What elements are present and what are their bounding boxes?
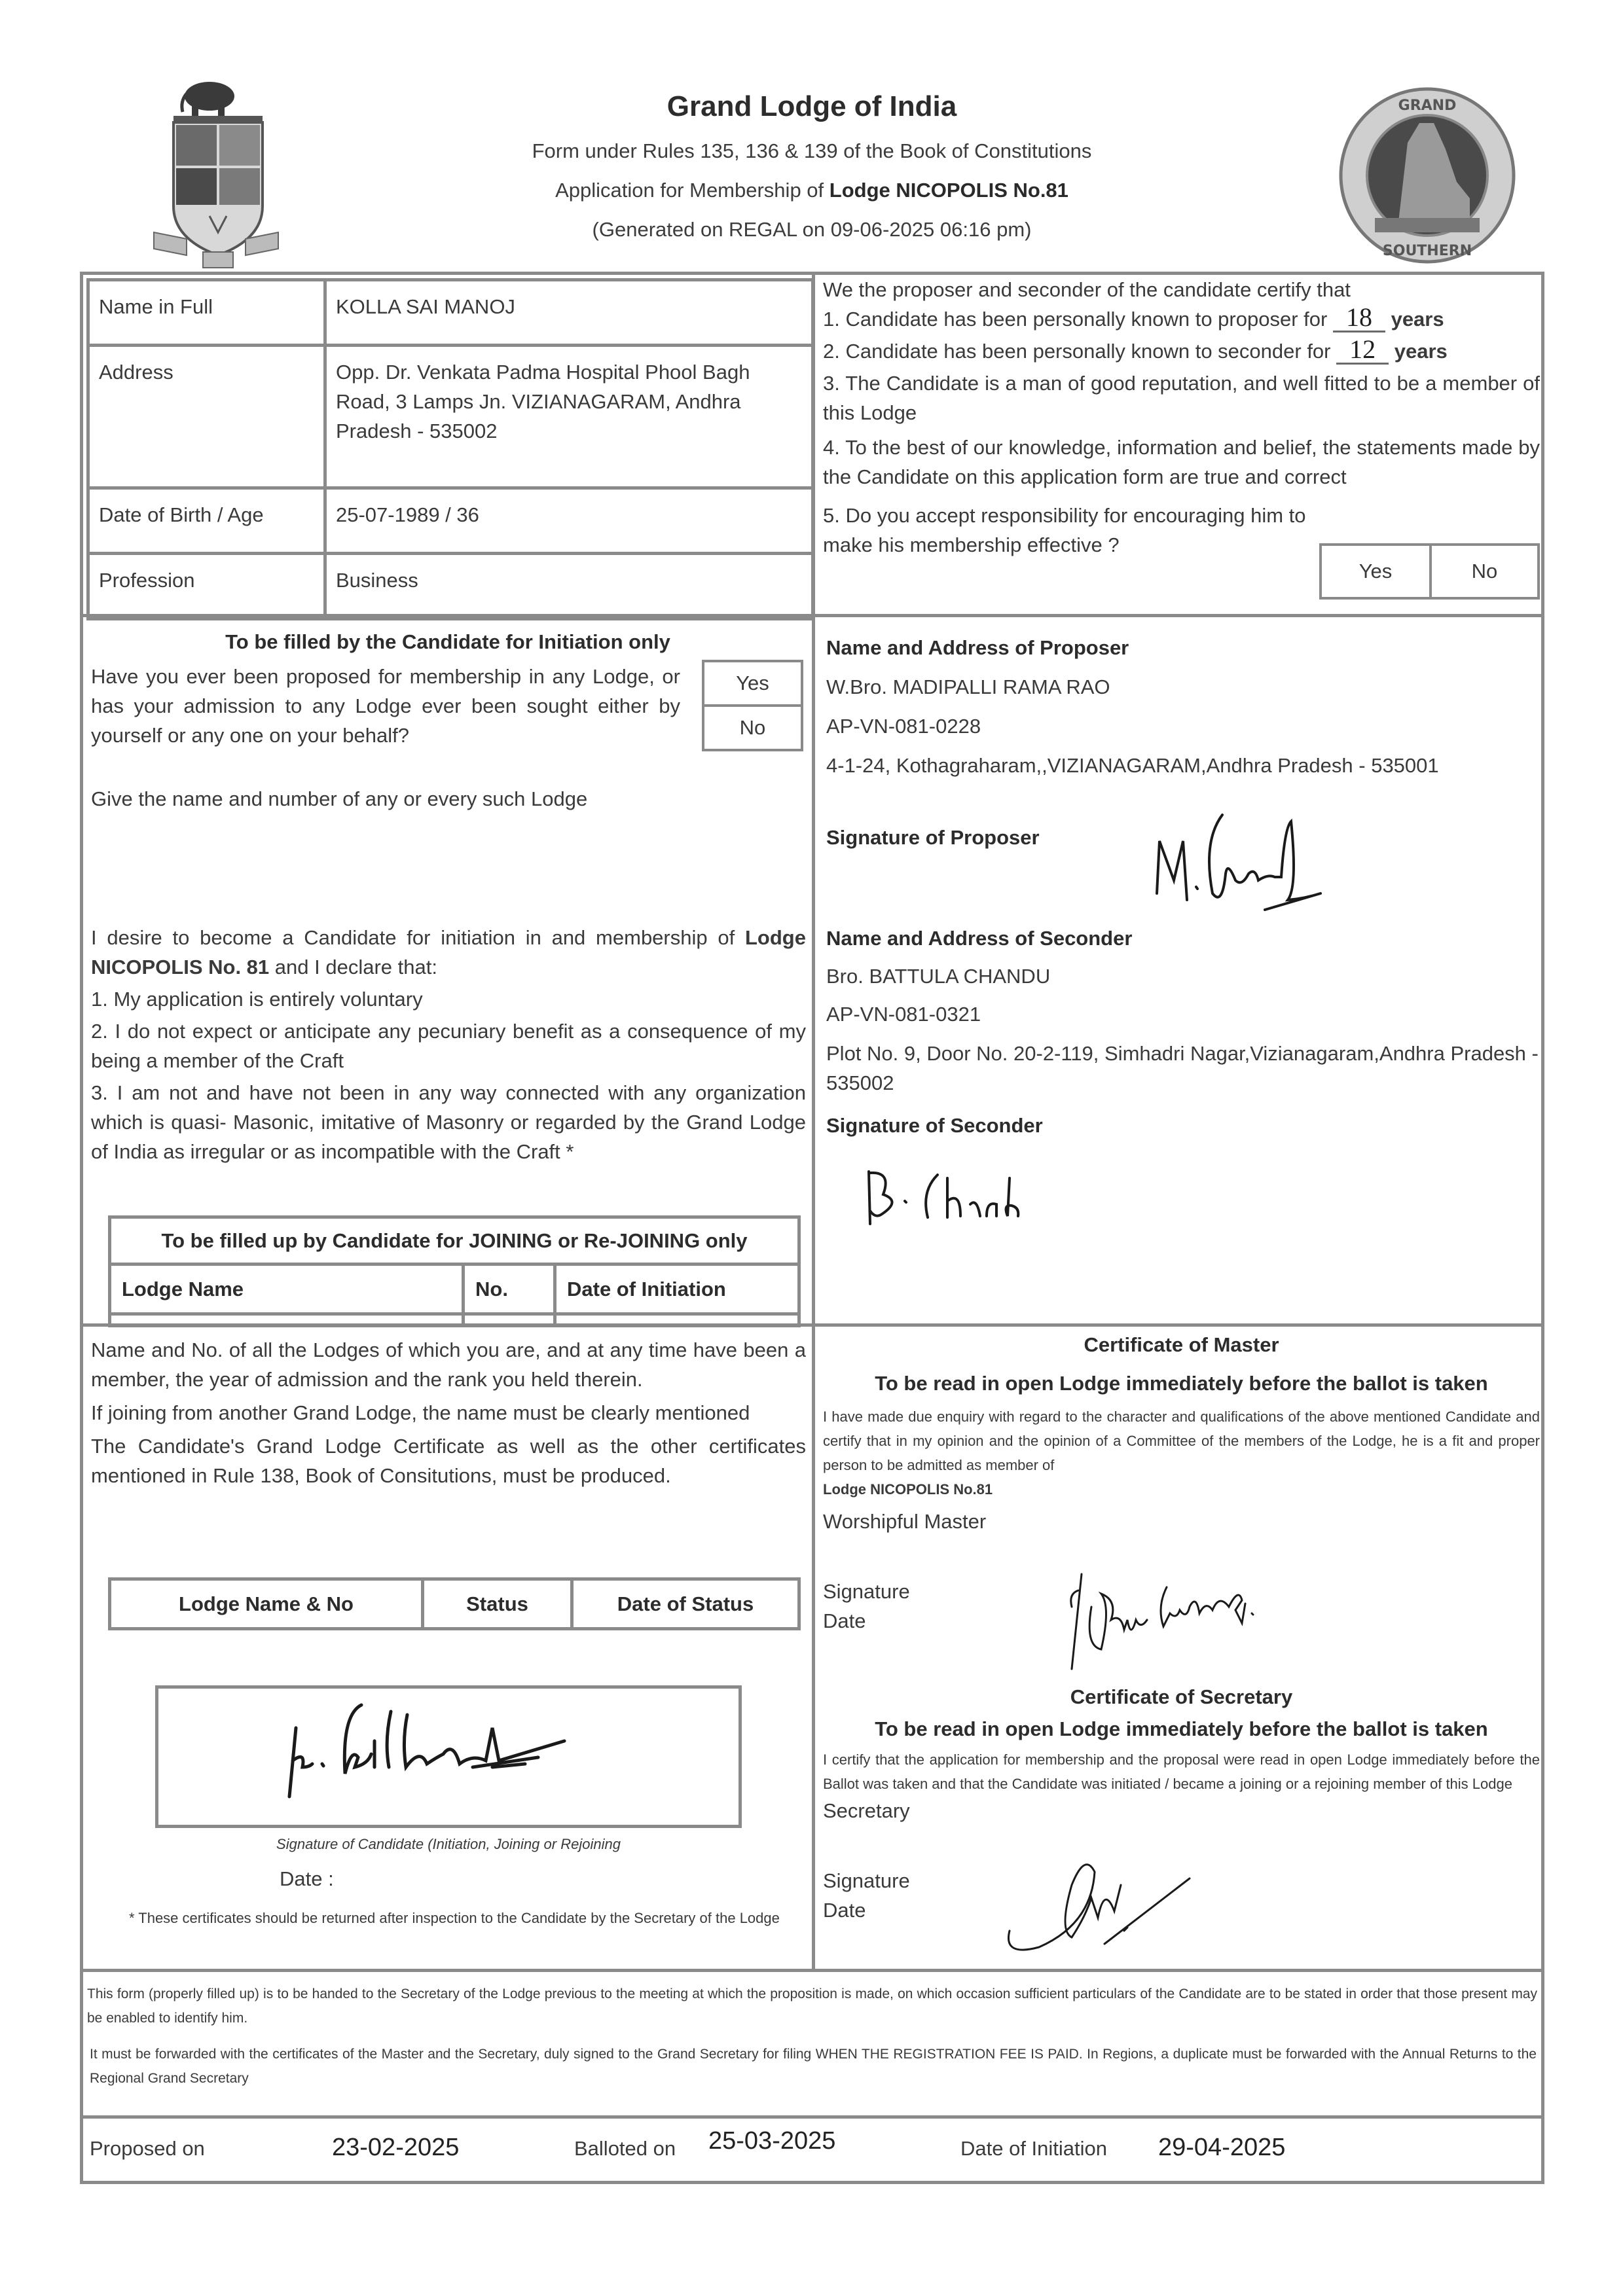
section-divider: [83, 1323, 1541, 1327]
col-lodge-name-no: Lodge Name & No: [110, 1579, 423, 1629]
lodge-history-table: [108, 1577, 801, 1630]
application-prefix: Application for Membership of: [555, 179, 830, 202]
certificates-footnote: * These certificates should be returned after inspection to the Candidate by the Secretary of the Lodge: [129, 1910, 780, 1926]
balloted-on-value: 25-03-2025: [708, 2127, 836, 2155]
master-signature-label: Signature: [823, 1580, 910, 1603]
candidate-date-label: Date :: [280, 1867, 334, 1890]
certify-item-2: [823, 336, 1540, 366]
seconder-signature-label: Signature of Seconder: [826, 1114, 1043, 1137]
initiation-date-value: 29-04-2025: [1158, 2134, 1286, 2161]
grand-lodge-crest-icon: [147, 75, 285, 272]
certify-item-3: 3. The Candidate is a man of good reputation, and well fitted to be a member of this Lodge: [823, 372, 1540, 424]
years-label: years: [1394, 340, 1448, 363]
joining-table-title-row: [110, 1217, 799, 1265]
master-cert-lodge: Lodge NICOPOLIS No.81: [823, 1481, 993, 1498]
responsibility-no-option[interactable]: No: [1471, 560, 1498, 583]
svg-text:SOUTHERN: SOUTHERN: [1382, 243, 1472, 259]
page-title: Grand Lodge of India: [666, 90, 957, 122]
dob-age-value: 25-07-1989 / 36: [325, 488, 813, 554]
lodge-history-section: [91, 1335, 806, 1490]
master-signature: [1065, 1568, 1340, 1672]
application-form: [80, 272, 1544, 2184]
candidate-details-table: [86, 278, 814, 620]
joining-table-header-row: [110, 1265, 799, 1314]
table-row: [88, 488, 813, 554]
proposed-on-value: 23-02-2025: [332, 2134, 460, 2161]
master-date-label: Date: [823, 1609, 866, 1632]
declaration-intro: [91, 923, 806, 982]
certify-item-4: 4. To the best of our knowledge, information and belief, the statements made by the Candidate on this application form are true and correct: [823, 436, 1540, 488]
joining-table-title: To be filled up by Candidate for JOINING or Re-JOINING only: [110, 1217, 799, 1265]
col-number: No.: [464, 1265, 555, 1314]
svg-text:GRAND: GRAND: [1398, 98, 1457, 114]
seconder-years-field[interactable]: 12: [1336, 336, 1389, 365]
declaration-item-1: 1. My application is entirely voluntary: [91, 988, 423, 1011]
secretary-signature: [1000, 1846, 1196, 1964]
lodge-history-para-2: If joining from another Grand Lodge, the name must be clearly mentioned: [91, 1401, 750, 1424]
lodge-prompt: Give the name and number of any or every such Lodge: [91, 787, 588, 810]
declaration-item-2: 2. I do not expect or anticipate any pecuniary benefit as a consequence of my being a member of the Craft: [91, 1020, 806, 1072]
certify-item-2-text: 2. Candidate has been personally known to seconder for: [823, 340, 1331, 363]
col-date-of-initiation: Date of Initiation: [555, 1265, 799, 1314]
table-row: [88, 280, 813, 346]
secretary-cert-body: I certify that the application for membership and the proposal were read in open Lodge immediately before the Ballot was taken and that the Candidate was initiated / became a joining or a rejoining member of this Lodge: [823, 1751, 1540, 1792]
balloted-on-label: Balloted on: [574, 2137, 676, 2160]
certify-item-5: 5. Do you accept responsibility for encouraging him to make his membership effective ?: [823, 504, 1306, 556]
lodge-history-para-3: The Candidate's Grand Lodge Certificate as well as the other certificates mentioned in Rule 138, Book of Consitutions, must be produced.: [91, 1435, 806, 1487]
proposer-name: W.Bro. MADIPALLI RAMA RAO: [826, 675, 1110, 698]
seconder-id: AP-VN-081-0321: [826, 1003, 981, 1026]
proposer-signature-label: Signature of Proposer: [826, 826, 1040, 849]
seconder-heading: Name and Address of Seconder: [826, 927, 1133, 950]
secretary-cert-title: Certificate of Secretary: [1070, 1685, 1293, 1708]
master-role-label: Worshipful Master: [823, 1510, 987, 1533]
table-row: [88, 346, 813, 488]
declaration-suffix: and I declare that:: [269, 956, 437, 978]
master-cert-subtitle: To be read in open Lodge immediately before the ballot is taken: [875, 1372, 1488, 1395]
name-label: Name in Full: [88, 280, 325, 346]
generated-timestamp: (Generated on REGAL on 09-06-2025 06:16 pm): [592, 218, 1032, 241]
submission-note-2: It must be forwarded with the certificates of the Master and the Secretary, duly signed to the Grand Secretary for filing WHEN THE REGISTRATION FEE IS PAID. In Regions, a duplicate must be forwarded with the Annual Returns to the Regional Grand Secretary: [90, 2047, 1537, 2086]
submission-note-1: This form (properly filled up) is to be handed to the Secretary of the Lodge previous to the meeting at which the proposition is made, on which occasion sufficient particulars of the Candidate are to be stated in order that those present may be enabled to identify him.: [87, 1986, 1537, 2026]
candidate-signature: [276, 1702, 617, 1806]
prior-proposal-question: Have you ever been proposed for membership in any Lodge, or has your admission to any Lodge ever been sought either by yourself or any one on your behalf?: [91, 665, 680, 747]
years-label: years: [1391, 308, 1444, 331]
candidate-signature-caption: Signature of Candidate (Initiation, Joining or Rejoining: [276, 1836, 621, 1852]
proposed-on-label: Proposed on: [90, 2137, 205, 2160]
declaration-intro-text: I desire to become a Candidate for initiation in and membership of: [91, 926, 735, 949]
declaration-lodge: Lodge NICOPOLIS No. 81: [91, 926, 806, 978]
seconder-signature: [856, 1165, 1026, 1237]
joining-table: [108, 1215, 801, 1327]
declaration-section: [91, 923, 806, 1166]
secretary-cert-subtitle: To be read in open Lodge immediately before the ballot is taken: [875, 1717, 1488, 1740]
regional-grand-lodge-seal-icon: [1336, 84, 1519, 267]
certify-intro: We the proposer and seconder of the candidate certify that: [823, 278, 1351, 301]
column-divider: [812, 275, 815, 1972]
proposer-years-field[interactable]: 18: [1333, 304, 1385, 332]
profession-value: Business: [325, 554, 813, 619]
col-date-of-status: Date of Status: [572, 1579, 799, 1629]
profession-label: Profession: [88, 554, 325, 619]
col-status: Status: [423, 1579, 572, 1629]
proposer-id: AP-VN-081-0228: [826, 715, 981, 738]
initiation-section: [91, 627, 805, 814]
seconder-section: [826, 920, 1540, 1145]
application-subtitle: [393, 179, 1231, 202]
certify-item-1-text: 1. Candidate has been personally known to proposer for: [823, 308, 1328, 331]
section-divider: [83, 1969, 1541, 1972]
section-divider: [83, 2115, 1541, 2119]
secretary-role-label: Secretary: [823, 1799, 910, 1822]
prior-proposal-yes-option[interactable]: Yes: [704, 662, 801, 707]
certify-item-1: [823, 304, 1540, 334]
seconder-name: Bro. BATTULA CHANDU: [826, 965, 1051, 988]
seconder-address: Plot No. 9, Door No. 20-2-119, Simhadri Nagar,Vizianagaram,Andhra Pradesh - 535002: [826, 1042, 1539, 1094]
form-header: [0, 0, 1623, 272]
address-label: Address: [88, 346, 325, 488]
declaration-item-3: 3. I am not and have not been in any way connected with any organization which is quasi- Masonic, imitative of Masonry or regarded by the Grand Lodge of India as irregular or as incompatible with the Craft *: [91, 1081, 806, 1163]
responsibility-yes-no: [1319, 543, 1540, 600]
proposer-signature: [1150, 802, 1399, 933]
proposer-heading: Name and Address of Proposer: [826, 636, 1129, 659]
dob-age-label: Date of Birth / Age: [88, 488, 325, 554]
prior-proposal-no-option[interactable]: No: [739, 716, 766, 739]
candidate-signature-box[interactable]: [155, 1685, 742, 1828]
table-row: [88, 554, 813, 619]
secretary-date-label: Date: [823, 1899, 866, 1922]
proposer-address: 4-1-24, Kothagraharam,,VIZIANAGARAM,Andhra Pradesh - 535001: [826, 754, 1439, 777]
lodge-history-header-row: [110, 1579, 799, 1629]
prior-proposal-yes-no: [702, 660, 803, 751]
section-divider: [83, 614, 1541, 617]
lodge-name: Lodge NICOPOLIS No.81: [829, 179, 1068, 202]
initiation-heading: To be filled by the Candidate for Initiation only: [225, 630, 670, 653]
certify-section: [823, 275, 1540, 560]
secretary-signature-label: Signature: [823, 1869, 910, 1892]
initiation-date-label: Date of Initiation: [960, 2137, 1108, 2160]
master-cert-body: I have made due enquiry with regard to the character and qualifications of the above mentioned Candidate and certify that in my opinion and the opinion of a Committee of the members of the Lodge, he is a fit and proper person to be admitted as member of: [823, 1408, 1540, 1473]
master-cert-title: Certificate of Master: [1084, 1333, 1279, 1356]
col-lodge-name: Lodge Name: [110, 1265, 464, 1314]
address-value: Opp. Dr. Venkata Padma Hospital Phool Bagh Road, 3 Lamps Jn. VIZIANAGARAM, Andhra Pradesh - 535002: [325, 346, 813, 488]
lodge-history-para-1: Name and No. of all the Lodges of which you are, and at any time have been a member, the year of admission and the rank you held therein.: [91, 1338, 806, 1391]
name-value: KOLLA SAI MANOJ: [325, 280, 813, 346]
responsibility-yes-option[interactable]: Yes: [1322, 546, 1432, 597]
form-rules-subtitle: Form under Rules 135, 136 & 139 of the Book of Constitutions: [532, 139, 1092, 162]
